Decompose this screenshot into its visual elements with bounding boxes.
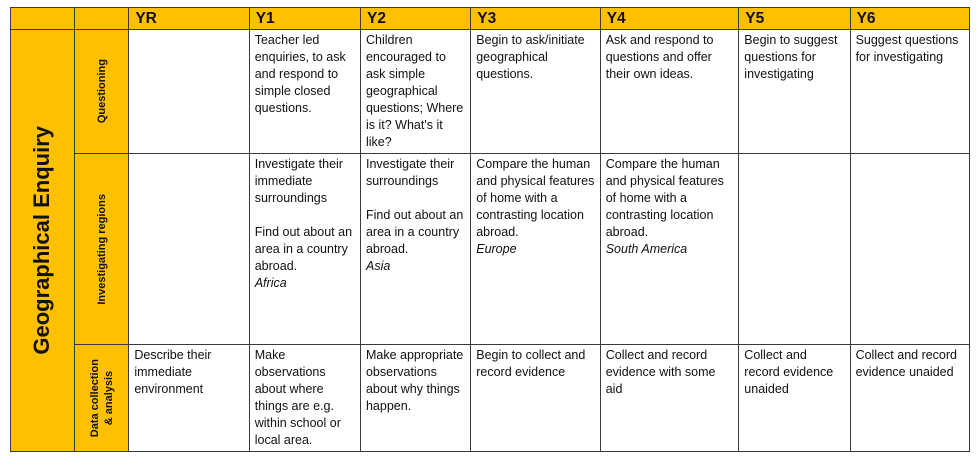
geography-curriculum-table: [10, 7, 970, 452]
section-title-cell: [11, 30, 75, 452]
cell-q-y3: [471, 30, 600, 154]
cell-q-y1: [249, 30, 360, 154]
cell-ir-y6: [850, 154, 969, 345]
region-label: Europe: [476, 242, 517, 256]
cell-text: Find out about an area in a country abroad.: [254, 225, 353, 273]
cell-text: Children encouraged to ask simple geographical questions; Where is it? What's it like?: [365, 33, 464, 149]
cell-text: Compare the human and physical features of home with a contrasting location abroad.: [605, 157, 724, 239]
cell-dc-y5: [739, 345, 850, 452]
cell-dc-y6: [850, 345, 969, 452]
cell-ir-y5: [739, 154, 850, 345]
cell-dc-y3: [471, 345, 600, 452]
header-y3: Y3: [471, 8, 600, 30]
header-y5: Y5: [739, 8, 850, 30]
cell-q-y5: [739, 30, 850, 154]
cell-ir-y2: [360, 154, 470, 345]
header-y4: Y4: [600, 8, 739, 30]
region-label: Asia: [365, 259, 391, 273]
cell-text: Describe their immediate environment: [134, 348, 212, 396]
cell-text: Investigate their immediate surroundings: [254, 157, 343, 205]
cell-text: Suggest questions for investigating: [855, 33, 959, 64]
cell-text: Investigate their surroundings: [365, 157, 455, 188]
cell-text: Teacher led enquiries, to ask and respond to simple closed questions.: [254, 33, 346, 115]
region-label: South America: [605, 242, 688, 256]
header-row: [11, 8, 970, 30]
cell-q-y2: [360, 30, 470, 154]
row-label-data-collection: [88, 359, 116, 437]
cell-text: Begin to suggest questions for investigating: [744, 33, 838, 81]
cell-ir-y4: [600, 154, 739, 345]
row-label-questioning: Questioning: [95, 59, 108, 124]
header-y2: Y2: [360, 8, 470, 30]
header-y6: Y6: [850, 8, 969, 30]
cell-text: Make observations about where things are e.g. within school or local area.: [254, 348, 341, 447]
cell-text: Make appropriate observations about why things happen.: [365, 348, 464, 413]
cell-text: Collect and record evidence unaided: [744, 348, 834, 396]
row-label-line: & analysis: [102, 370, 115, 426]
cell-q-y6: [850, 30, 969, 154]
cell-text: Begin to collect and record evidence: [476, 348, 586, 379]
region-label: Africa: [254, 276, 287, 290]
row-label-cell: [74, 30, 129, 154]
cell-dc-y1: [249, 345, 360, 452]
spacer: [255, 207, 355, 224]
cell-ir-y3: [471, 154, 600, 345]
row-label-cell: [74, 154, 129, 345]
curriculum-table-wrapper: [10, 7, 970, 452]
cell-dc-yr: [129, 345, 249, 452]
header-y1: Y1: [249, 8, 360, 30]
cell-text: Collect and record evidence with some aid: [605, 348, 716, 396]
header-yr: YR: [129, 8, 249, 30]
cell-text: Begin to ask/initiate geographical questions.: [476, 33, 585, 81]
cell-text: Collect and record evidence unaided: [855, 348, 958, 379]
cell-q-yr: [129, 30, 249, 154]
row-data-collection: [11, 345, 970, 452]
row-label-line: Data collection: [88, 358, 101, 438]
cell-text: Compare the human and physical features of home with a contrasting location abroad.: [476, 157, 595, 239]
row-investigating-regions: [11, 154, 970, 345]
header-corner-2: [74, 8, 129, 30]
cell-ir-yr: [129, 154, 249, 345]
section-title: Geographical Enquiry: [29, 126, 55, 355]
row-questioning: [11, 30, 970, 154]
cell-ir-y1: [249, 154, 360, 345]
header-corner-1: [11, 8, 75, 30]
spacer: [366, 190, 465, 207]
cell-text: Find out about an area in a country abroad.: [365, 208, 464, 256]
cell-dc-y4: [600, 345, 739, 452]
cell-q-y4: [600, 30, 739, 154]
cell-dc-y2: [360, 345, 470, 452]
row-label-cell: [74, 345, 129, 452]
cell-text: Ask and respond to questions and offer their own ideas.: [605, 33, 714, 81]
row-label-investigating-regions: Investigating regions: [95, 193, 108, 305]
